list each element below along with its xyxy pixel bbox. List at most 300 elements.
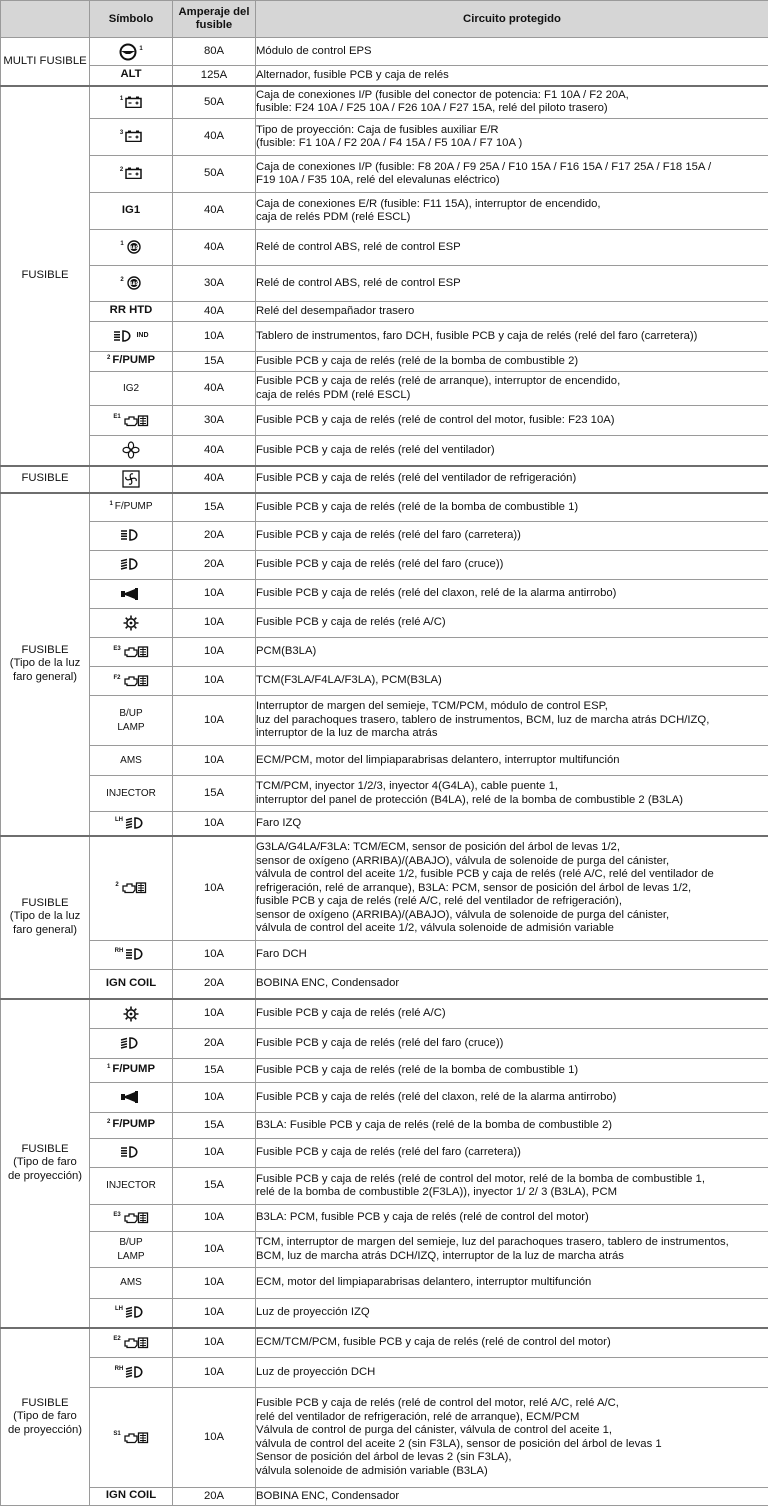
symbol-text: F/PUMP xyxy=(112,1118,155,1132)
symbol-wrap xyxy=(120,1037,142,1049)
circuit-cell: Interruptor de margen del semieje, TCM/PCM, módulo de control ESP, luz del parachoques trasero, tablero de instrumentos, BCM, luz de marcha atrás DCH/IZQ, interruptor de la luz de marcha atrás xyxy=(256,696,768,746)
symbol-cell xyxy=(90,999,173,1029)
symbol-wrap xyxy=(107,354,155,368)
symbol-cell xyxy=(90,1388,173,1488)
table-row xyxy=(1,609,768,638)
amperage-cell: 40A xyxy=(173,230,256,266)
table-row xyxy=(1,466,768,493)
table-row xyxy=(1,1139,768,1168)
circuit-cell: Relé del desempañador trasero xyxy=(256,302,768,322)
engine-icon xyxy=(123,645,149,658)
table-row xyxy=(1,638,768,667)
amperage-cell: 20A xyxy=(173,1029,256,1059)
symbol-index: 1 xyxy=(120,241,123,247)
header-amperage: Amperaje del fusible xyxy=(173,1,256,38)
table-row xyxy=(1,551,768,580)
amperage-cell: 10A xyxy=(173,696,256,746)
table-row xyxy=(1,1232,768,1268)
symbol-wrap xyxy=(120,1276,142,1290)
amperage-cell: 30A xyxy=(173,266,256,302)
abs-icon xyxy=(126,240,142,254)
symbol-cell xyxy=(90,1488,173,1506)
symbol-index: 1 xyxy=(109,501,112,507)
table-row xyxy=(1,1328,768,1358)
symbol-cell xyxy=(90,522,173,551)
low-beam-icon xyxy=(120,1037,142,1049)
table-row xyxy=(1,1083,768,1113)
amperage-cell: 10A xyxy=(173,638,256,667)
symbol-wrap xyxy=(107,1063,155,1077)
eps-icon xyxy=(119,43,137,61)
amperage-cell: 40A xyxy=(173,119,256,156)
symbol-wrap xyxy=(120,276,141,290)
symbol-index: E3 xyxy=(113,1212,120,1218)
table-row xyxy=(1,38,768,66)
amperage-cell: 10A xyxy=(173,1299,256,1328)
headlamp-icon xyxy=(125,948,147,960)
symbol-cell xyxy=(90,466,173,493)
circuit-cell: Caja de conexiones E/R (fusible: F11 15A), interruptor de encendido, caja de relés PDM (relé ESCL) xyxy=(256,193,768,230)
circuit-cell: Fusible PCB y caja de relés (relé de la bomba de combustible 2) xyxy=(256,352,768,372)
circuit-cell: Relé de control ABS, relé de control ESP xyxy=(256,230,768,266)
table-row xyxy=(1,1388,768,1488)
symbol-wrap xyxy=(120,1090,142,1104)
symbol-wrap xyxy=(120,754,142,768)
symbol-cell xyxy=(90,970,173,999)
circuit-cell: Luz de proyección DCH xyxy=(256,1358,768,1388)
symbol-wrap xyxy=(115,817,147,829)
symbol-wrap xyxy=(113,1431,148,1444)
table-row xyxy=(1,941,768,970)
symbol-index: 2 xyxy=(115,882,118,888)
circuit-cell: Fusible PCB y caja de relés (relé de la bomba de combustible 1) xyxy=(256,1059,768,1083)
circuit-cell: BOBINA ENC, Condensador xyxy=(256,1488,768,1506)
amperage-cell: 10A xyxy=(173,1388,256,1488)
category-cell: FUSIBLE (Tipo de la luz faro general) xyxy=(1,836,90,999)
amperage-cell: 40A xyxy=(173,302,256,322)
low-beam-icon xyxy=(125,1366,147,1378)
symbol-text: IGN COIL xyxy=(106,1489,156,1503)
fuse-table-body xyxy=(1,38,768,1506)
battery-icon xyxy=(125,167,142,179)
amperage-cell: 20A xyxy=(173,522,256,551)
circuit-cell: Fusible PCB y caja de relés (relé de control del motor, relé de la bomba de combustible 1, relé de la bomba de combustible 2(F3LA)), inyector 1/ 2/ 3 (B3LA), PCM xyxy=(256,1168,768,1205)
table-row xyxy=(1,230,768,266)
symbol-cell xyxy=(90,1029,173,1059)
symbol-wrap xyxy=(117,1236,144,1263)
amperage-cell: 10A xyxy=(173,609,256,638)
symbol-cell xyxy=(90,156,173,193)
symbol-cell xyxy=(90,66,173,86)
symbol-wrap xyxy=(109,500,152,514)
svg-text:ABS: ABS xyxy=(129,245,138,250)
circuit-cell: B3LA: Fusible PCB y caja de relés (relé de la bomba de combustible 2) xyxy=(256,1113,768,1139)
symbol-cell xyxy=(90,667,173,696)
symbol-text: B/UP LAMP xyxy=(117,707,144,734)
table-row xyxy=(1,119,768,156)
ac-icon xyxy=(123,615,139,631)
amperage-cell: 15A xyxy=(173,1168,256,1205)
table-row xyxy=(1,667,768,696)
table-row xyxy=(1,436,768,466)
symbol-index: 1 xyxy=(107,1064,110,1070)
abs-icon xyxy=(126,276,142,290)
category-cell: FUSIBLE (Tipo de faro de proyección) xyxy=(1,999,90,1328)
symbol-wrap xyxy=(117,707,144,734)
symbol-wrap xyxy=(120,167,142,179)
symbol-wrap xyxy=(120,558,142,570)
circuit-cell: Fusible PCB y caja de relés (relé del claxon, relé de la alarma antirrobo) xyxy=(256,1083,768,1113)
symbol-cell xyxy=(90,86,173,119)
horn-icon xyxy=(120,1090,142,1104)
symbol-cell xyxy=(90,119,173,156)
symbol-cell xyxy=(90,836,173,941)
table-row xyxy=(1,696,768,746)
circuit-cell: Fusible PCB y caja de relés (relé del faro (carretera)) xyxy=(256,522,768,551)
amperage-cell: 15A xyxy=(173,1059,256,1083)
symbol-index: RH xyxy=(115,948,124,954)
symbol-text: IG2 xyxy=(123,382,139,396)
table-row xyxy=(1,302,768,322)
amperage-cell: 20A xyxy=(173,970,256,999)
symbol-wrap xyxy=(106,1179,156,1193)
amperage-cell: 40A xyxy=(173,193,256,230)
symbol-wrap xyxy=(120,130,142,142)
amperage-cell: 10A xyxy=(173,1083,256,1113)
symbol-text: ALT xyxy=(120,68,141,82)
symbol-wrap xyxy=(115,948,148,960)
symbol-cell xyxy=(90,638,173,667)
table-row xyxy=(1,1358,768,1388)
table-row xyxy=(1,1299,768,1328)
amperage-cell: 15A xyxy=(173,1113,256,1139)
fan-icon xyxy=(122,441,140,459)
symbol-text: IGN COIL xyxy=(106,977,156,991)
circuit-cell: Luz de proyección IZQ xyxy=(256,1299,768,1328)
amperage-cell: 15A xyxy=(173,352,256,372)
category-cell: FUSIBLE xyxy=(1,86,90,466)
symbol-wrap xyxy=(106,1489,156,1503)
table-row xyxy=(1,836,768,941)
circuit-cell: ECM, motor del limpiaparabrisas delantero, interruptor multifunción xyxy=(256,1268,768,1299)
symbol-wrap xyxy=(106,787,156,801)
symbol-cell xyxy=(90,1113,173,1139)
circuit-cell: TCM, interruptor de margen del semieje, luz del parachoques trasero, tablero de instrumentos, BCM, luz de marcha atrás DCH/IZQ, interruptor de la luz de marcha atrás xyxy=(256,1232,768,1268)
circuit-cell: Caja de conexiones I/P (fusible: F8 20A / F9 25A / F10 15A / F16 15A / F17 25A / F18 15A / F19 10A / F35 10A, relé del elevalunas eléctrico) xyxy=(256,156,768,193)
table-row xyxy=(1,999,768,1029)
symbol-wrap xyxy=(120,1146,142,1158)
symbol-wrap xyxy=(120,96,142,108)
table-row xyxy=(1,156,768,193)
circuit-cell: Caja de conexiones I/P (fusible del conector de potencia: F1 10A / F2 20A, fusible: F24 10A / F25 10A / F26 10A / F27 15A, relé del piloto trasero) xyxy=(256,86,768,119)
amperage-cell: 10A xyxy=(173,1232,256,1268)
symbol-text: INJECTOR xyxy=(106,1179,156,1193)
symbol-text: INJECTOR xyxy=(106,787,156,801)
amperage-cell: 10A xyxy=(173,1358,256,1388)
symbol-index: 1 xyxy=(139,46,142,52)
table-row xyxy=(1,1059,768,1083)
symbol-cell xyxy=(90,1168,173,1205)
symbol-wrap xyxy=(113,1211,148,1224)
amperage-cell: 10A xyxy=(173,1139,256,1168)
symbol-index: E2 xyxy=(113,1336,120,1342)
amperage-cell: 40A xyxy=(173,436,256,466)
symbol-wrap xyxy=(122,470,140,488)
amperage-cell: 10A xyxy=(173,1268,256,1299)
amperage-cell: 10A xyxy=(173,1328,256,1358)
symbol-wrap xyxy=(113,414,148,427)
header-category xyxy=(1,1,90,38)
symbol-wrap xyxy=(123,382,139,396)
symbol-wrap xyxy=(115,1366,148,1378)
circuit-cell: Fusible PCB y caja de relés (relé del faro (cruce)) xyxy=(256,1029,768,1059)
symbol-cell xyxy=(90,776,173,812)
amperage-cell: 10A xyxy=(173,667,256,696)
symbol-index: 2 xyxy=(107,1119,110,1125)
symbol-wrap xyxy=(122,204,140,218)
symbol-cell xyxy=(90,580,173,609)
table-row xyxy=(1,322,768,352)
circuit-cell: Faro DCH xyxy=(256,941,768,970)
circuit-cell: G3LA/G4LA/F3LA: TCM/ECM, sensor de posición del árbol de levas 1/2, sensor de oxígeno (ARRIBA)/(ABAJO), válvula de solenoide de purga del cánister, válvula de control del aceite 1/2, fusible PCB y caja de relés (relé A/C, relé del ventilador de refrigeración, relé de arranque), B3LA: PCM, sensor de posición del árbol de levas 1/2, fusible PCB y caja de relés (relé A/C, relé del ventilador de refrigeración), sensor de oxígeno (ARRIBA)/(ABAJO), válvula de solenoide de purga del cánister, válvula de control del aceite 1/2, válvula solenoide de admisión variable xyxy=(256,836,768,941)
symbol-cell xyxy=(90,1139,173,1168)
symbol-wrap xyxy=(107,1118,155,1132)
amperage-cell: 10A xyxy=(173,999,256,1029)
symbol-index: F2 xyxy=(113,675,120,681)
circuit-cell: B3LA: PCM, fusible PCB y caja de relés (relé de control del motor) xyxy=(256,1205,768,1232)
table-row xyxy=(1,1205,768,1232)
symbol-index: 3 xyxy=(120,130,123,136)
symbol-cell xyxy=(90,1059,173,1083)
symbol-wrap xyxy=(113,645,148,658)
circuit-cell: Fusible PCB y caja de relés (relé de la bomba de combustible 1) xyxy=(256,493,768,522)
headlamp-icon xyxy=(120,529,142,541)
table-row xyxy=(1,193,768,230)
amperage-cell: 50A xyxy=(173,86,256,119)
category-cell: FUSIBLE xyxy=(1,466,90,493)
table-row xyxy=(1,522,768,551)
symbol-cell xyxy=(90,372,173,406)
symbol-wrap xyxy=(123,1006,139,1022)
amperage-cell: 20A xyxy=(173,551,256,580)
engine-icon xyxy=(121,881,147,894)
engine-icon xyxy=(123,1211,149,1224)
symbol-cell xyxy=(90,193,173,230)
amperage-cell: 15A xyxy=(173,493,256,522)
low-beam-icon xyxy=(120,558,142,570)
symbol-wrap xyxy=(115,881,146,894)
symbol-wrap xyxy=(123,615,139,631)
symbol-wrap xyxy=(120,529,142,541)
symbol-cell xyxy=(90,551,173,580)
symbol-cell xyxy=(90,322,173,352)
amperage-cell: 40A xyxy=(173,466,256,493)
circuit-cell: Tipo de proyección: Caja de fusibles auxiliar E/R (fusible: F1 10A / F2 20A / F4 15A / F5 10A / F7 10A ) xyxy=(256,119,768,156)
table-row xyxy=(1,406,768,436)
symbol-wrap xyxy=(113,1336,148,1349)
circuit-cell: Relé de control ABS, relé de control ESP xyxy=(256,266,768,302)
symbol-text: B/UP LAMP xyxy=(117,1236,144,1263)
header-row xyxy=(1,1,768,38)
symbol-index: LH xyxy=(115,1306,123,1312)
category-cell: FUSIBLE (Tipo de la luz faro general) xyxy=(1,493,90,836)
circuit-cell: Fusible PCB y caja de relés (relé del ventilador de refrigeración) xyxy=(256,466,768,493)
symbol-wrap xyxy=(122,441,140,459)
svg-text:ABS: ABS xyxy=(129,281,138,286)
symbol-cell xyxy=(90,493,173,522)
amperage-cell: 125A xyxy=(173,66,256,86)
symbol-cell xyxy=(90,230,173,266)
engine-icon xyxy=(123,1431,149,1444)
table-row xyxy=(1,1113,768,1139)
symbol-cell xyxy=(90,941,173,970)
circuit-cell: Fusible PCB y caja de relés (relé del ventilador) xyxy=(256,436,768,466)
circuit-cell: Fusible PCB y caja de relés (relé del claxon, relé de la alarma antirrobo) xyxy=(256,580,768,609)
amperage-cell: 15A xyxy=(173,776,256,812)
table-row xyxy=(1,493,768,522)
amperage-cell: 80A xyxy=(173,38,256,66)
symbol-text: IG1 xyxy=(122,204,140,218)
symbol-cell xyxy=(90,746,173,776)
circuit-cell: TCM/PCM, inyector 1/2/3, inyector 4(G4LA), cable puente 1, interruptor del panel de protección (B4LA), relé de la bomba de combustible 2 (B3LA) xyxy=(256,776,768,812)
amperage-cell: 10A xyxy=(173,580,256,609)
symbol-text: F/PUMP xyxy=(115,500,153,514)
engine-icon xyxy=(123,674,149,687)
ac-icon xyxy=(123,1006,139,1022)
table-row xyxy=(1,970,768,999)
amperage-cell: 10A xyxy=(173,941,256,970)
circuit-cell: Fusible PCB y caja de relés (relé A/C) xyxy=(256,999,768,1029)
amperage-cell: 20A xyxy=(173,1488,256,1506)
symbol-wrap xyxy=(113,674,148,687)
symbol-index: E1 xyxy=(113,414,120,420)
table-row xyxy=(1,746,768,776)
circuit-cell: ECM/PCM, motor del limpiaparabrisas delantero, interruptor multifunción xyxy=(256,746,768,776)
symbol-cell xyxy=(90,1328,173,1358)
circuit-cell: TCM(F3LA/F4LA/F3LA), PCM(B3LA) xyxy=(256,667,768,696)
symbol-index: 2 xyxy=(120,167,123,173)
circuit-cell: Fusible PCB y caja de relés (relé de control del motor, fusible: F23 10A) xyxy=(256,406,768,436)
circuit-cell: Fusible PCB y caja de relés (relé del faro (cruce)) xyxy=(256,551,768,580)
symbol-index: S1 xyxy=(113,1431,120,1437)
symbol-cell xyxy=(90,1083,173,1113)
battery-icon xyxy=(125,130,142,142)
circuit-cell: Fusible PCB y caja de relés (relé A/C) xyxy=(256,609,768,638)
symbol-text: AMS xyxy=(120,1276,142,1290)
table-row xyxy=(1,352,768,372)
symbol-cell xyxy=(90,352,173,372)
symbol-cell xyxy=(90,302,173,322)
amperage-cell: 10A xyxy=(173,812,256,836)
symbol-index: RH xyxy=(115,1366,124,1372)
circuit-cell: Módulo de control EPS xyxy=(256,38,768,66)
circuit-cell: PCM(B3LA) xyxy=(256,638,768,667)
table-row xyxy=(1,372,768,406)
engine-icon xyxy=(123,1336,149,1349)
symbol-cell xyxy=(90,1268,173,1299)
circuit-cell: Alternador, fusible PCB y caja de relés xyxy=(256,66,768,86)
amperage-cell: 10A xyxy=(173,836,256,941)
headlamp-icon xyxy=(113,330,135,342)
symbol-cell xyxy=(90,1232,173,1268)
symbol-wrap xyxy=(106,977,156,991)
symbol-wrap xyxy=(110,304,153,318)
amperage-cell: 10A xyxy=(173,1205,256,1232)
symbol-wrap xyxy=(120,68,141,82)
symbol-wrap xyxy=(113,329,148,343)
table-row xyxy=(1,776,768,812)
symbol-cell xyxy=(90,38,173,66)
symbol-text: RR HTD xyxy=(110,304,153,318)
symbol-cell xyxy=(90,1358,173,1388)
low-beam-icon xyxy=(125,817,147,829)
circuit-cell: Faro IZQ xyxy=(256,812,768,836)
battery-icon xyxy=(125,96,142,108)
symbol-wrap xyxy=(120,587,142,601)
table-row xyxy=(1,812,768,836)
amperage-cell: 10A xyxy=(173,746,256,776)
symbol-index: LH xyxy=(115,817,123,823)
symbol-cell xyxy=(90,696,173,746)
table-row xyxy=(1,1029,768,1059)
table-row xyxy=(1,1268,768,1299)
symbol-wrap xyxy=(120,240,141,254)
symbol-suffix: IND xyxy=(136,329,148,343)
symbol-cell xyxy=(90,266,173,302)
table-row xyxy=(1,266,768,302)
cooling-fan-icon xyxy=(122,470,140,488)
header-circuit: Circuito protegido xyxy=(256,1,768,38)
circuit-cell: ECM/TCM/PCM, fusible PCB y caja de relés (relé de control del motor) xyxy=(256,1328,768,1358)
amperage-cell: 10A xyxy=(173,322,256,352)
symbol-wrap xyxy=(119,43,142,61)
symbol-index: 1 xyxy=(120,96,123,102)
category-cell: FUSIBLE (Tipo de faro de proyección) xyxy=(1,1328,90,1506)
table-row xyxy=(1,580,768,609)
symbol-cell xyxy=(90,812,173,836)
symbol-text: F/PUMP xyxy=(112,354,155,368)
low-beam-icon xyxy=(125,1306,147,1318)
circuit-cell: Tablero de instrumentos, faro DCH, fusible PCB y caja de relés (relé del faro (carretera)) xyxy=(256,322,768,352)
table-row xyxy=(1,86,768,119)
horn-icon xyxy=(120,587,142,601)
symbol-index: 2 xyxy=(107,355,110,361)
amperage-cell: 50A xyxy=(173,156,256,193)
table-row xyxy=(1,1168,768,1205)
engine-icon xyxy=(123,414,149,427)
amperage-cell: 40A xyxy=(173,372,256,406)
symbol-text: AMS xyxy=(120,754,142,768)
circuit-cell: Fusible PCB y caja de relés (relé de arranque), interruptor de encendido, caja de relés PDM (relé ESCL) xyxy=(256,372,768,406)
category-cell: MULTI FUSIBLE xyxy=(1,38,90,86)
symbol-cell xyxy=(90,406,173,436)
amperage-cell: 30A xyxy=(173,406,256,436)
circuit-cell: Fusible PCB y caja de relés (relé del faro (carretera)) xyxy=(256,1139,768,1168)
circuit-cell: BOBINA ENC, Condensador xyxy=(256,970,768,999)
symbol-wrap xyxy=(115,1306,147,1318)
symbol-cell xyxy=(90,609,173,638)
headlamp-icon xyxy=(120,1146,142,1158)
symbol-text: F/PUMP xyxy=(112,1063,155,1077)
symbol-cell xyxy=(90,1205,173,1232)
symbol-index: E3 xyxy=(113,646,120,652)
symbol-cell xyxy=(90,436,173,466)
header-symbol: Símbolo xyxy=(90,1,173,38)
table-row xyxy=(1,66,768,86)
circuit-cell: Fusible PCB y caja de relés (relé de control del motor, relé A/C, relé A/C, relé del ventilador de refrigeración, relé de arranque), ECM/PCM Válvula de control de purga del cánister, válvula de control del aceite 1, válvula de control del aceite 2 (sin F3LA), sensor de posición del árbol de levas 1 Sensor de posición del árbol de levas 2 (sin F3LA), válvula solenoide de admisión variable (B3LA) xyxy=(256,1388,768,1488)
symbol-cell xyxy=(90,1299,173,1328)
symbol-index: 2 xyxy=(120,277,123,283)
